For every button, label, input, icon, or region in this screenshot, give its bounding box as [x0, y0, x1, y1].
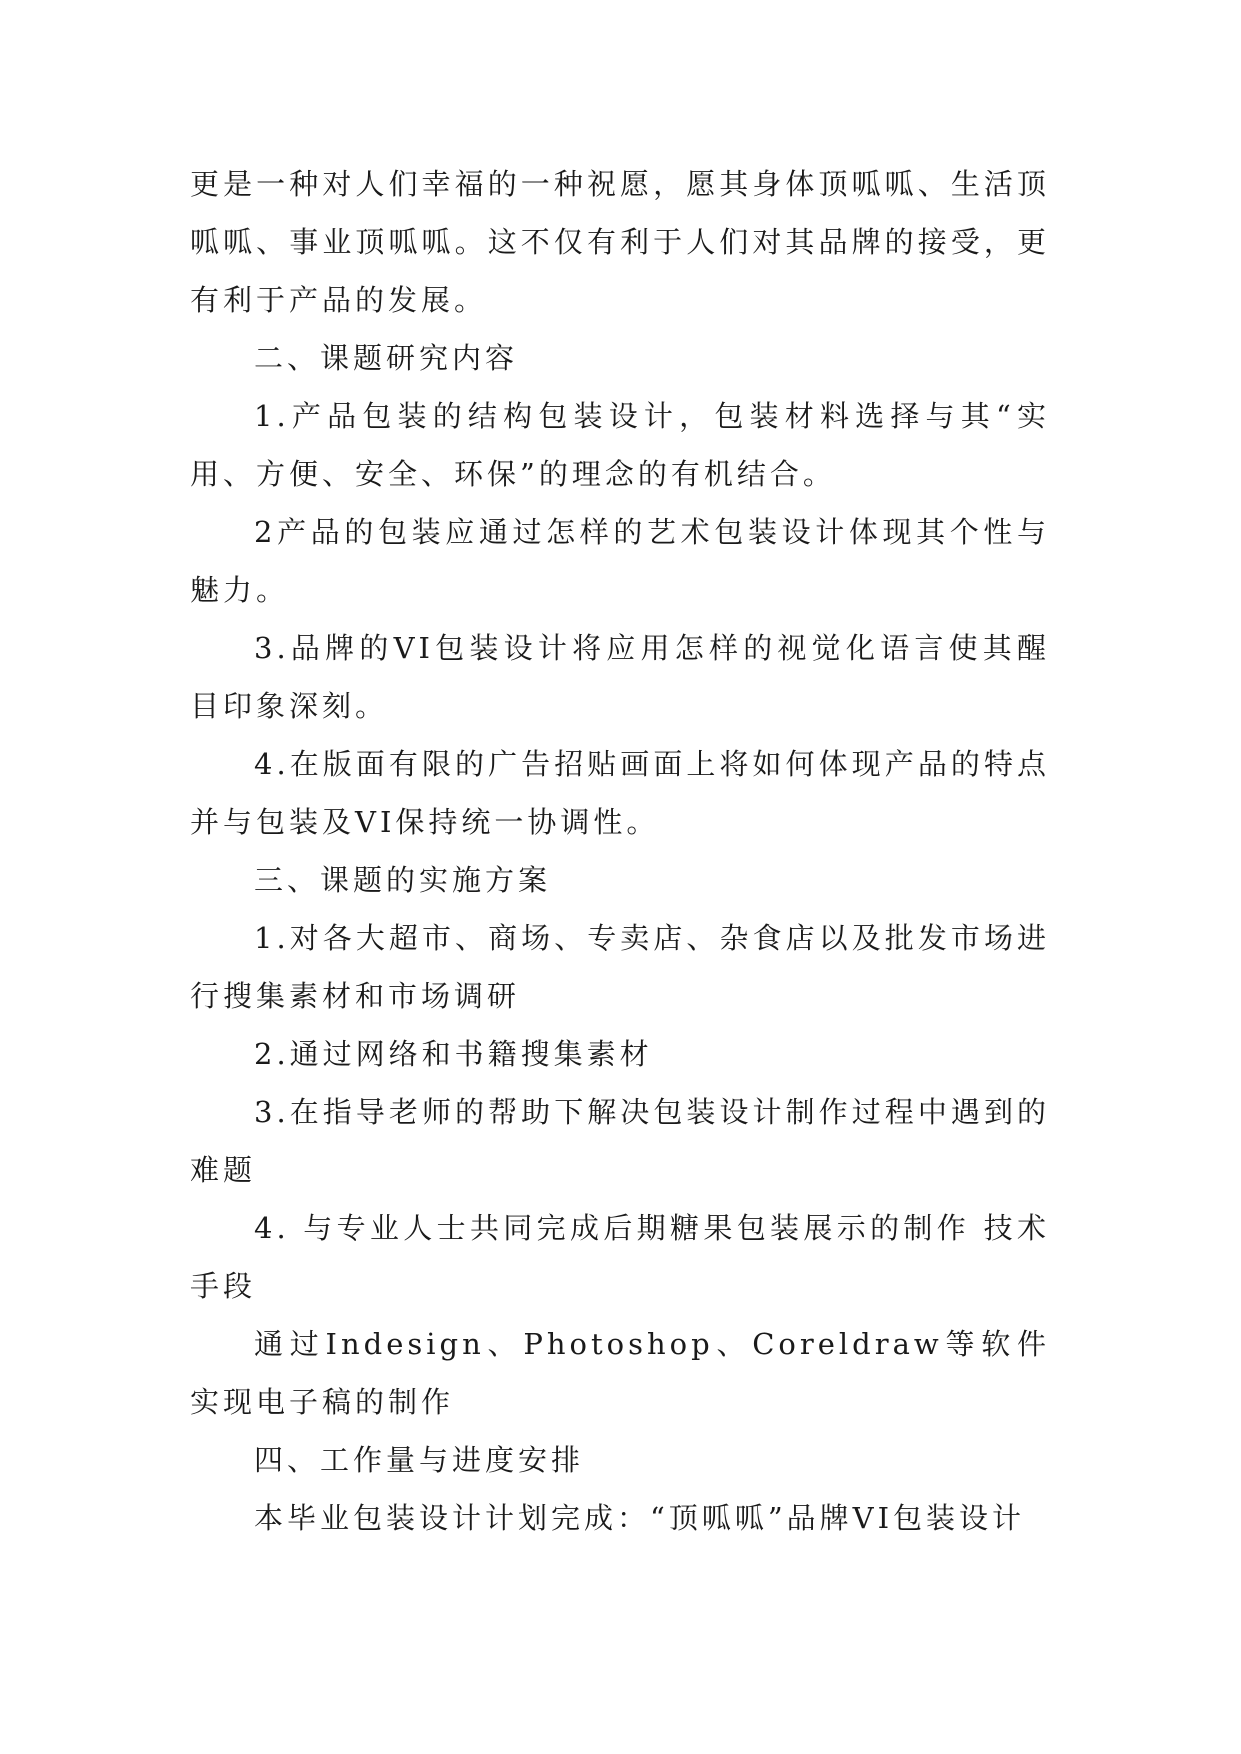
paragraph-intro-continuation: 更是一种对人们幸福的一种祝愿，愿其身体顶呱呱、生活顶呱呱、事业顶呱呱。这不仅有利于人们对其品牌的接受，更有利于产品的发展。: [190, 167, 1050, 317]
paragraph-plan: 本毕业包装设计计划完成：“顶呱呱”品牌VI包装设计: [254, 1501, 1026, 1535]
list-item-implementation-3: 3.在指导老师的帮助下解决包装设计制作过程中遇到的难题: [190, 1095, 1050, 1187]
section-heading-workload: 四、工作量与进度安排: [254, 1443, 585, 1477]
list-item-implementation-4: 4. 与专业人士共同完成后期糖果包装展示的制作 技术手段: [190, 1211, 1050, 1303]
section-heading-research-content: 二、课题研究内容: [254, 341, 519, 375]
list-item-implementation-1: 1.对各大超市、商场、专卖店、杂食店以及批发市场进行搜集素材和市场调研: [190, 921, 1050, 1013]
list-item-research-2: 2产品的包装应通过怎样的艺术包装设计体现其个性与魅力。: [190, 515, 1050, 607]
list-item-research-3: 3.品牌的VI包装设计将应用怎样的视觉化语言使其醒目印象深刻。: [190, 631, 1050, 723]
document-body: [190, 155, 1050, 1547]
section-heading-implementation: 三、课题的实施方案: [254, 863, 552, 897]
list-item-research-1: 1.产品包装的结构包装设计，包装材料选择与其“实用、方便、安全、环保”的理念的有机结合。: [190, 399, 1050, 491]
list-item-research-4: 4.在版面有限的广告招贴画面上将如何体现产品的特点并与包装及VI保持统一协调性。: [190, 747, 1050, 839]
list-item-implementation-2: 2.通过网络和书籍搜集素材: [254, 1037, 653, 1071]
paragraph-software: 通过Indesign、Photoshop、Coreldraw等软件实现电子稿的制作: [190, 1327, 1050, 1419]
